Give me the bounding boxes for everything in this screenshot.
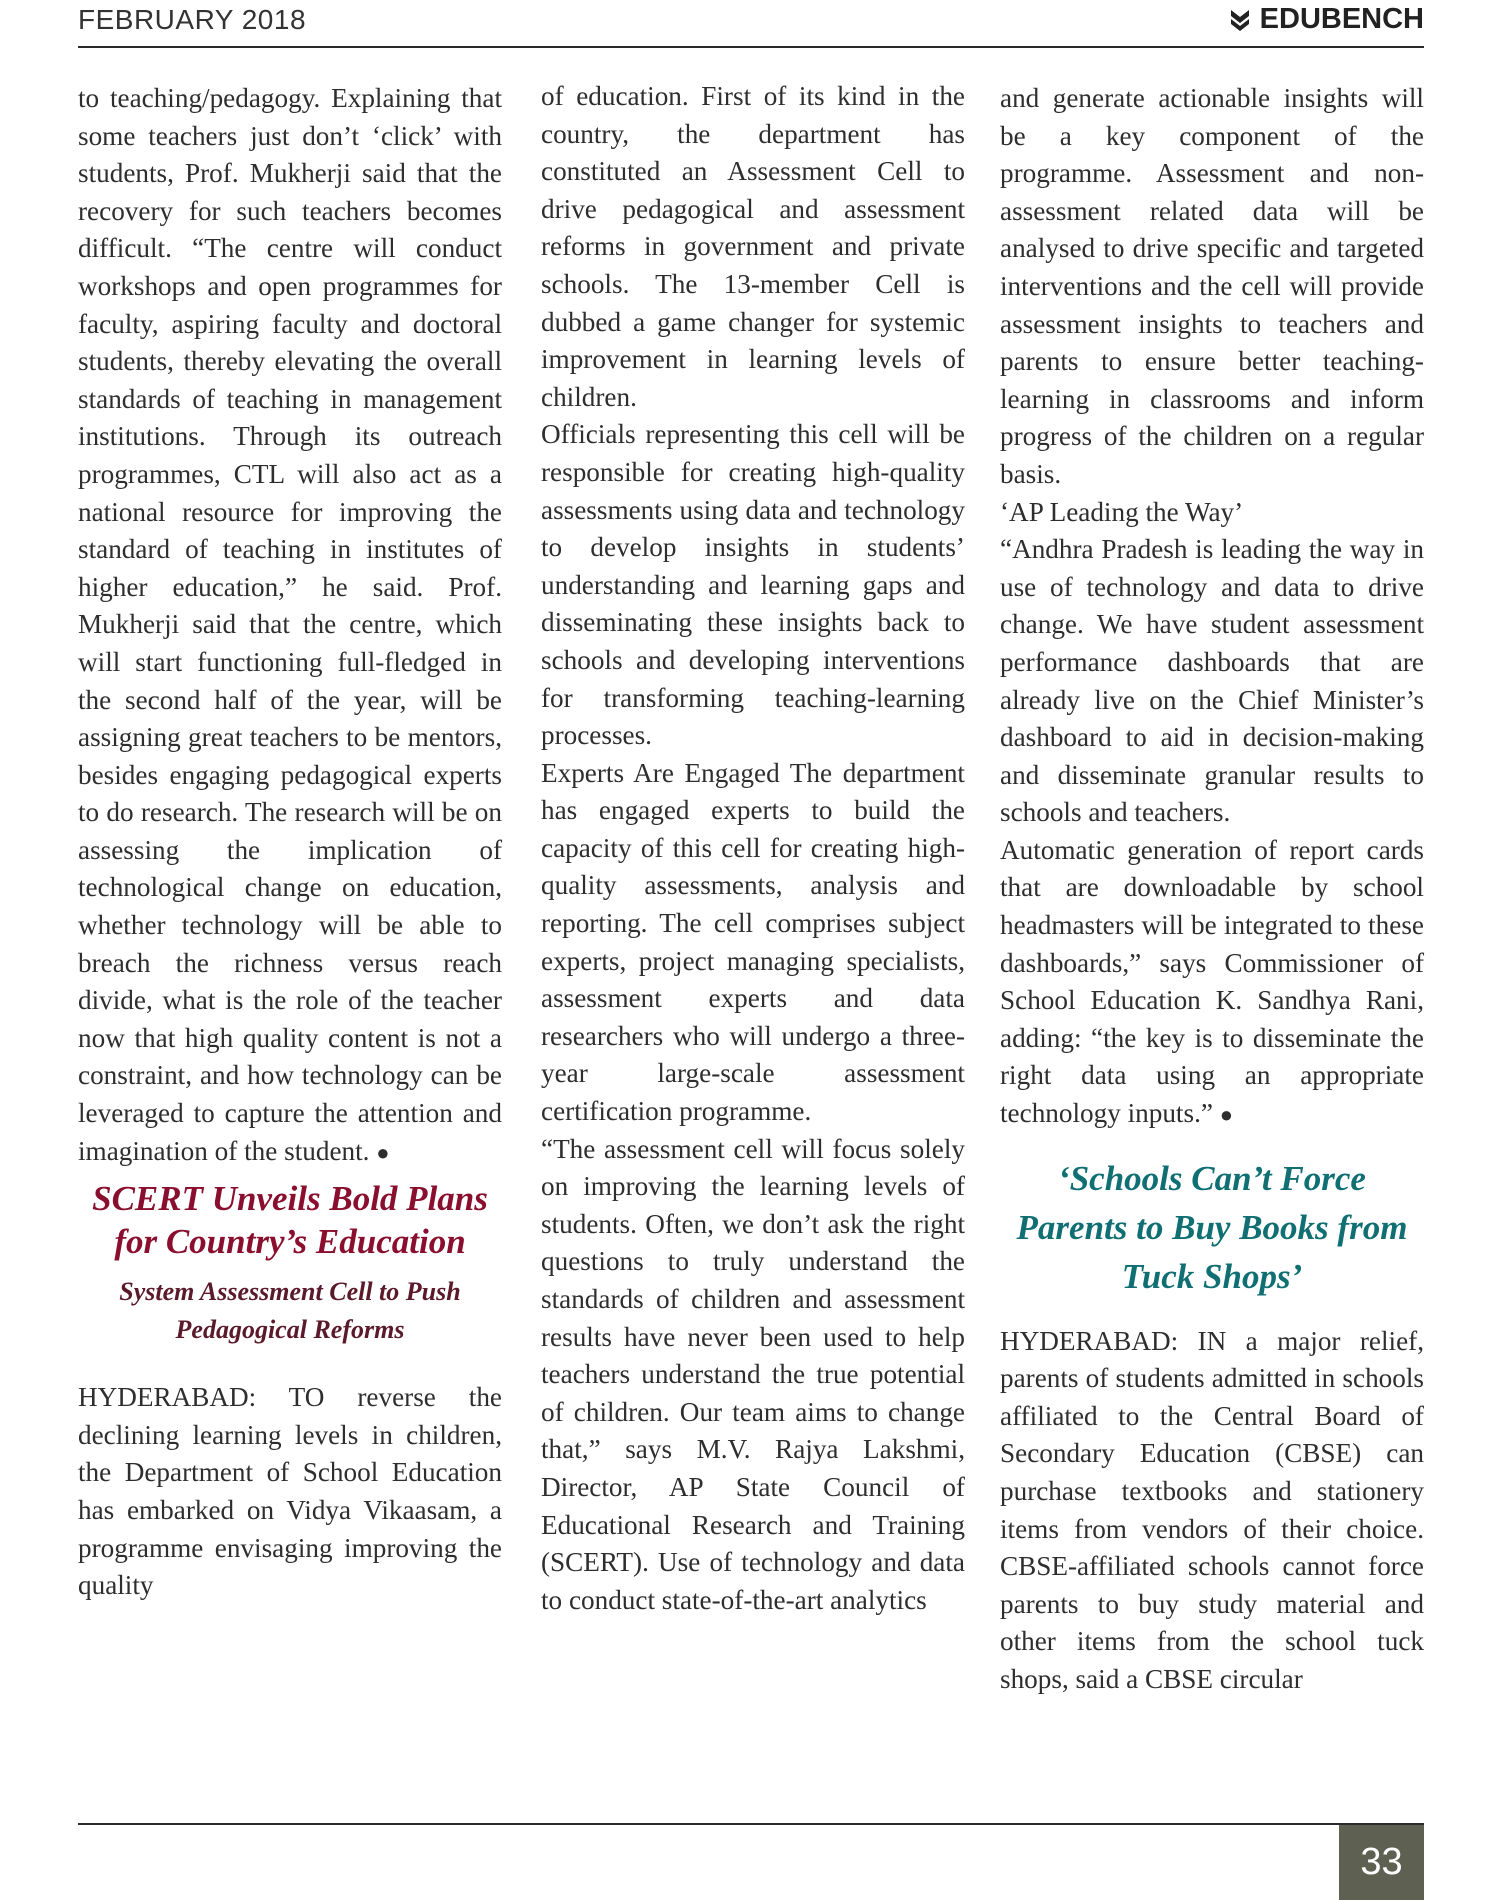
article3-headline: ‘Schools Can’t Force Parents to Buy Books from Tuck Shops’: [1016, 1158, 1408, 1296]
article2-headline: SCERT Unveils Bold Plans for Country’s Education: [92, 1179, 488, 1262]
end-bullet-icon: ●: [1219, 1102, 1234, 1128]
brand-name: EDUBENCH: [1259, 3, 1424, 35]
article2-paragraph: “Andhra Pradesh is leading the way in use of technology and data to drive change. We have student assessment performance dashboards that are already live on the Chief Minister’s dashboard to aid in decision-making and disseminate granular results to schools and teachers.: [1000, 534, 1424, 828]
end-bullet-icon: ●: [376, 1139, 390, 1165]
footer-rule: [78, 1823, 1424, 1825]
article2-closing-text: Automatic generation of report cards that are downloadable by school headmasters will be integrated to these dashboards,” says Commissioner of School Education K. Sandhya Rani, adding: “the key is to disseminate the right data using an appropriate technology inputs.”: [1000, 834, 1424, 1129]
column-1: [78, 80, 502, 1605]
article2-section-heading: ‘AP Leading the Way’: [1000, 496, 1244, 527]
article2-paragraph: [1000, 832, 1424, 1134]
article2-paragraph: of education. First of its kind in the country, the department has constituted an Assessment Cell to drive pedagogical and assessment reforms in government and private schools. The 13-member Cell is dubbed a game changer for systemic improvement in learning levels of children.: [541, 81, 965, 412]
brand-logo-icon: [1228, 8, 1252, 32]
issue-date: FEBRUARY 2018: [78, 4, 307, 35]
column-2: [541, 78, 965, 1619]
column-3: [1000, 80, 1424, 1699]
page-number: 33: [1339, 1825, 1424, 1900]
article1-continued: [78, 80, 502, 1171]
article2-paragraph: Experts Are Engaged The department has engaged experts to build the capacity of this cell for creating high-quality assessments, analysis and reporting. The cell comprises subject experts, project managing specialists, assessment experts and data researchers who will undergo a three-year large-scale assessment certification programme.: [541, 757, 965, 1127]
article2-subheadline: System Assessment Cell to Push Pedagogical Reforms: [119, 1277, 461, 1345]
article2-paragraph: “The assessment cell will focus solely on improving the learning levels of students. Often, we don’t ask the right questions to truly understand the standards of children and assessment results have never been used to help teachers understand the true potential of children. Our team aims to change that,” says M.V. Rajya Lakshmi, Director, AP State Council of Educational Research and Training (SCERT). Use of technology and data to conduct state-of-the-art analytics: [541, 1133, 965, 1615]
article2-paragraph: Officials representing this cell will be responsible for creating high-quality assessments using data and technology to develop insights in students’ understanding and learning gaps and disseminating these insights back to schools and developing interventions for transforming teaching-learning processes.: [541, 419, 965, 751]
brand: [1228, 3, 1424, 36]
article2-paragraph: and generate actionable insights will be a key component of the programme. Assessment and non-assessment related data will be analysed to drive specific and targeted interventions and the cell will provide assessment insights to teachers and parents to ensure better teaching-learning in classrooms and inform progress of the children on a regular basis.: [1000, 83, 1424, 489]
article3-paragraph: HYDERABAD: IN a major relief, parents of students admitted in schools affiliated to the Central Board of Secondary Education (CBSE) can purchase textbooks and stationery items from vendors of their choice. CBSE-affiliated schools cannot force parents to buy study material and other items from the school tuck shops, said a CBSE circular: [1000, 1325, 1424, 1694]
page-header: [78, 0, 1424, 48]
article1-text: to teaching/pedagogy. Explaining that some teachers just don’t ‘click’ with students, Prof. Mukherji said that the recovery for such teachers becomes difficult. “The centre will conduct workshops and open programmes for faculty, aspiring faculty and doctoral students, thereby elevating the overall standards of teaching in management institutions. Through its outreach programmes, CTL will also act as a national resource for improving the standard of teaching in institutes of higher education,” he said. Prof. Mukherji said that the centre, which will start functioning full-fledged in the second half of the year, will be assigning great teachers to be mentors, besides engaging pedagogical experts to do research. The research will be on assessing the implication of technological change on education, whether technology will be able to breach the richness versus reach divide, what is the role of the teacher now that high quality content is not a constraint, and how technology can be leveraged to capture the attention and imagination of the student.: [78, 83, 502, 1166]
article2-paragraph: HYDERABAD: TO reverse the declining learning levels in children, the Department of School Education has embarked on Vidya Vikaasam, a programme envisaging improving the quality: [78, 1382, 502, 1601]
